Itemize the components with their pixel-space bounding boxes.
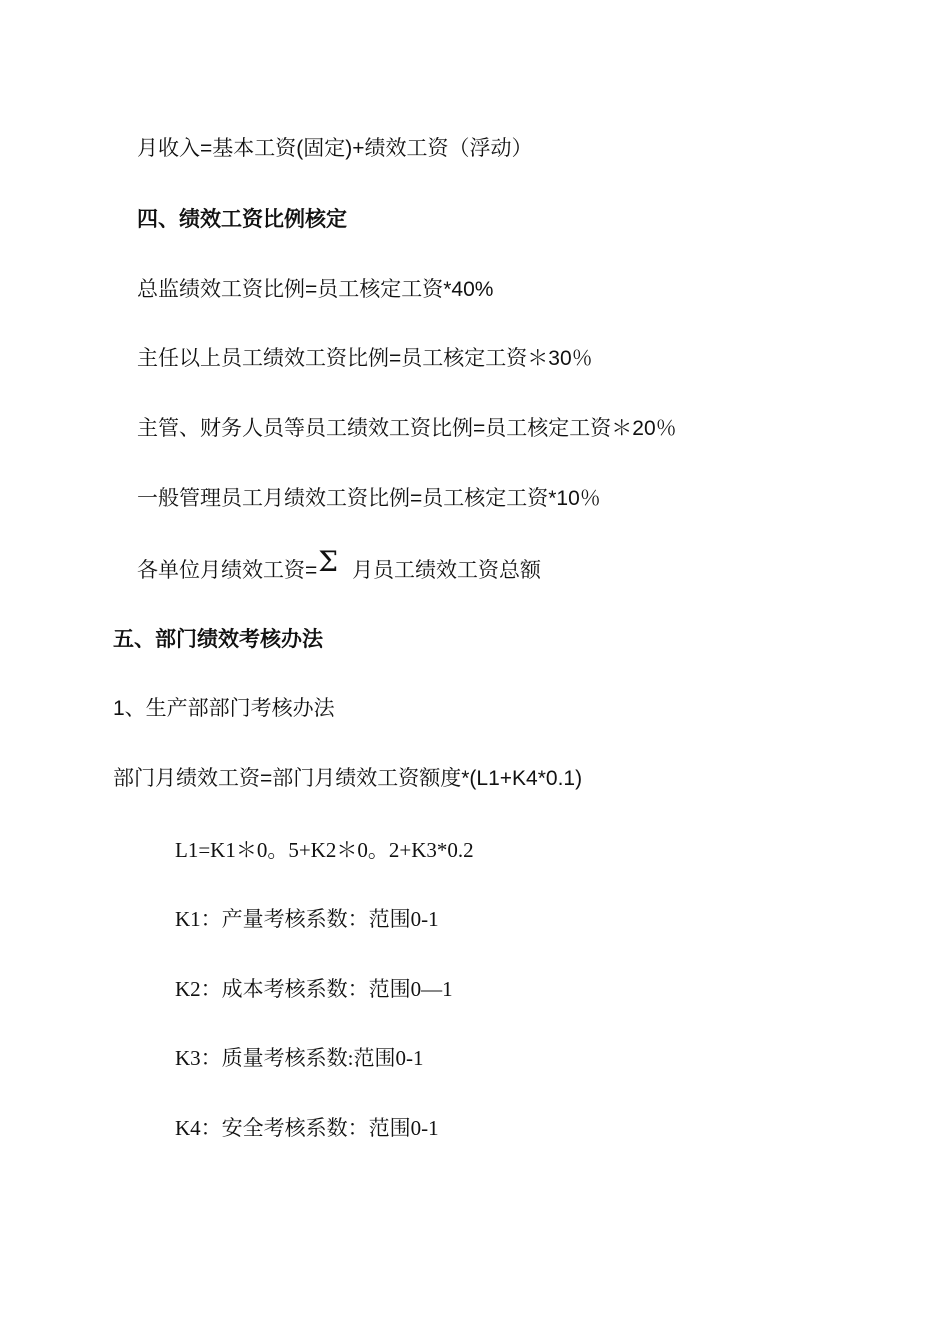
supervisor-ratio-line: 主任以上员工绩效工资比例=员工核定工资＊30％: [137, 347, 593, 370]
director-ratio-line: 总监绩效工资比例=员工核定工资*40%: [137, 278, 494, 301]
production-dept-subheading: 1、生产部部门考核办法: [113, 697, 335, 720]
k3-definition: K3：质量考核系数:范围0-1: [175, 1046, 424, 1070]
k4-definition: K4：安全考核系数：范围0-1: [175, 1116, 439, 1140]
sigma-symbol: Σ: [318, 545, 339, 578]
section-four-heading: 四、绩效工资比例核定: [137, 208, 347, 231]
section-five-heading: 五、部门绩效考核办法: [113, 628, 323, 651]
monthly-income-formula: 月收入=基本工资(固定)+绩效工资（浮动）: [137, 137, 533, 160]
unit-bonus-formula-rhs: 月员工绩效工资总额: [352, 559, 542, 582]
manager-finance-ratio-line: 主管、财务人员等员工绩效工资比例=员工核定工资＊20％: [137, 417, 677, 440]
general-staff-ratio-line: 一般管理员工月绩效工资比例=员工核定工资*10％: [137, 487, 601, 510]
dept-bonus-formula: 部门月绩效工资=部门月绩效工资额度*(L1+K4*0.1): [113, 767, 583, 790]
l1-formula: L1=K1＊0。5+K2＊0。2+K3*0.2: [175, 838, 474, 862]
k2-definition: K2：成本考核系数：范围0—1: [175, 977, 453, 1001]
k1-definition: K1：产量考核系数：范围0-1: [175, 907, 439, 931]
unit-bonus-formula-lhs: 各单位月绩效工资=: [137, 559, 318, 582]
unit-bonus-formula: [137, 545, 542, 586]
